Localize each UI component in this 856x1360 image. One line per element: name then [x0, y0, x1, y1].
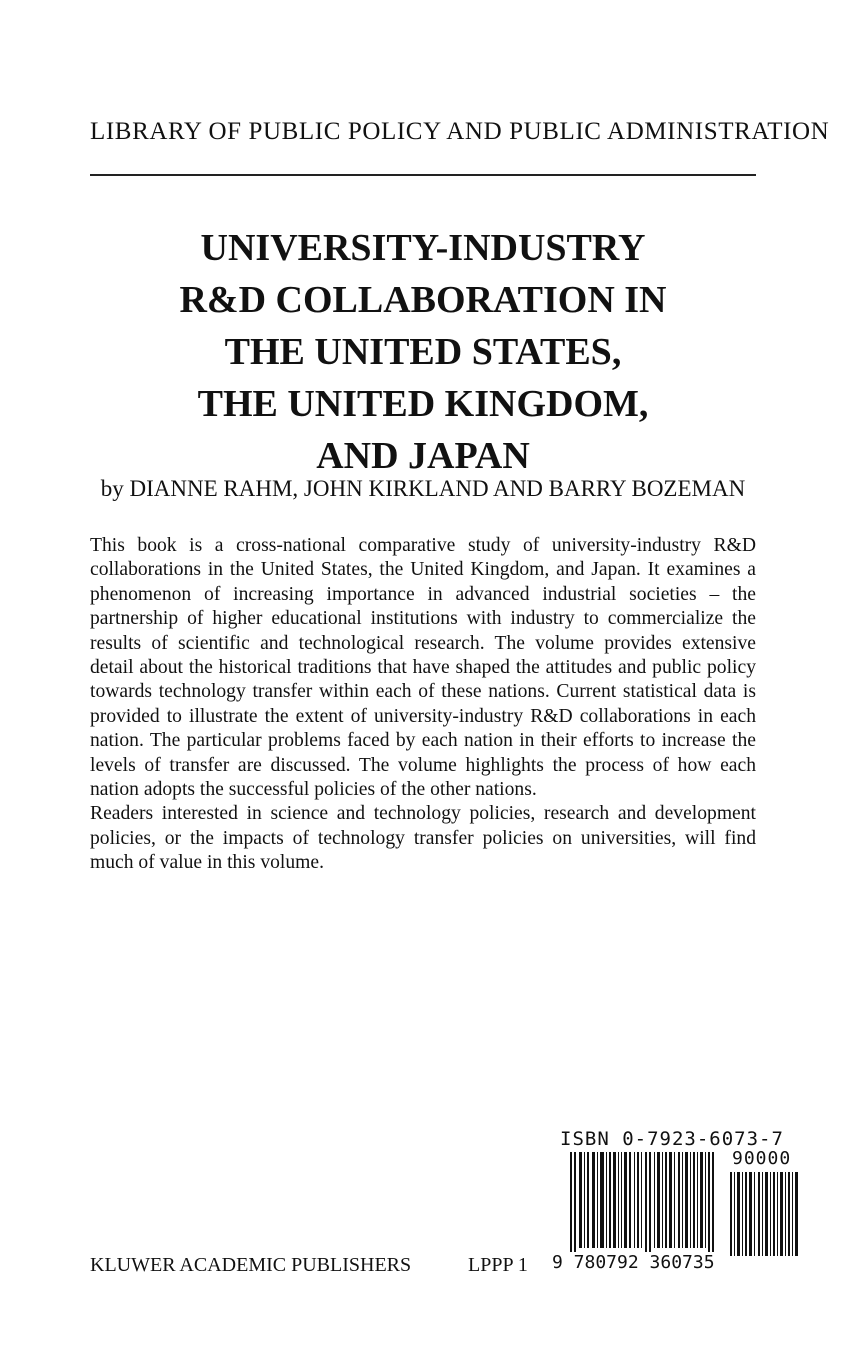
publisher: KLUWER ACADEMIC PUBLISHERS	[90, 1254, 412, 1276]
book-title-line: UNIVERSITY-INDUSTRY	[200, 227, 646, 269]
header-rule	[90, 174, 756, 176]
book-title-line: R&D COLLABORATION IN	[179, 279, 667, 321]
authors: by DIANNE RAHM, JOHN KIRKLAND AND BARRY BOZEMAN	[100, 476, 746, 501]
book-title-line: AND JAPAN	[316, 435, 530, 477]
isbn: ISBN 0-7923-6073-7	[560, 1128, 784, 1150]
price-code: 90000	[732, 1148, 792, 1169]
barcode-digits: 9 780792 360735	[552, 1252, 715, 1273]
series-code: LPPP 1	[468, 1254, 528, 1276]
series-title: LIBRARY OF PUBLIC POLICY AND PUBLIC ADMINISTRATION	[90, 118, 830, 145]
book-title	[90, 222, 756, 482]
description	[90, 534, 756, 876]
description-paragraph: This book is a cross-national comparative study of university-industry R&D collaborations in the United States, the United Kingdom, and Japan. It examines a phenomenon of increasing importance in advanced industrial societies – the partnership of higher educational institutions with industry to commercialize the results of scientific and technological research. The volume provides extensive detail about the historical traditions that have shaped the attitudes and public policy towards technology transfer within each of these nations. Current statistical data is provided to illustrate the extent of university-industry R&D collaborations in each nation. The particular problems faced by each nation in their efforts to increase the levels of transfer are discussed. The volume highlights the process of how each nation adopts the successful policies of the other nations.	[90, 535, 756, 801]
description-paragraph: Readers interested in science and technology policies, research and development policies, or the impacts of technology transfer policies on universities, will find much of value in this volume.	[90, 803, 756, 874]
book-title-line: THE UNITED KINGDOM,	[197, 383, 649, 425]
book-title-line: THE UNITED STATES,	[224, 331, 622, 373]
